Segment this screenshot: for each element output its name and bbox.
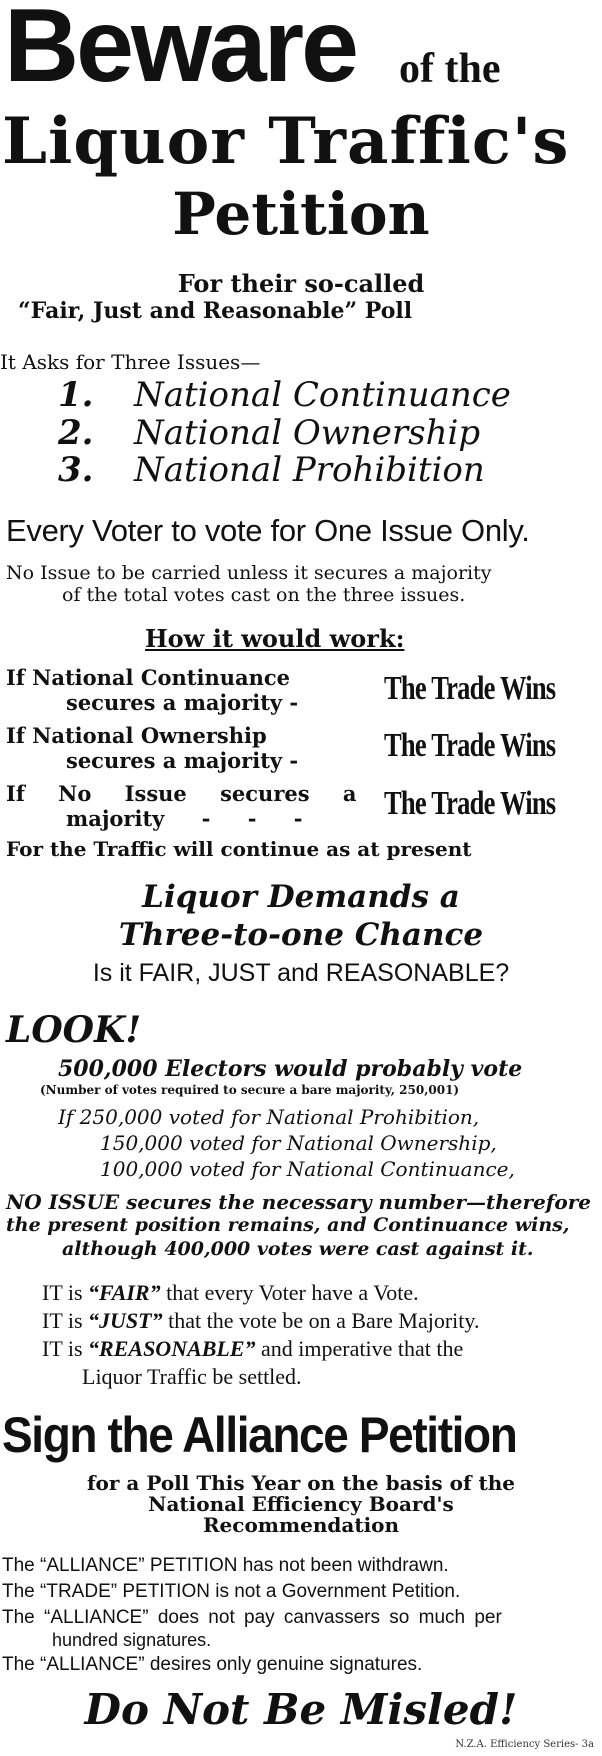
sign-line2: National Efficiency Board's [148,1492,454,1516]
fair-point-key: “FAIR” [88,1280,161,1305]
issue-1-number: 1. [58,375,94,415]
conclusion-line1: NO ISSUE secures the necessary number—therefore [6,1190,591,1214]
headline-liquor-traffic: Liquor Traffic's [2,104,570,179]
majority-rule-line1: No Issue to be carried unless it secures a majority [6,562,492,584]
row-condition-cont: secures a majority - [66,690,299,715]
voter-rule: Every Voter to vote for One Issue Only. [6,513,530,548]
closing-do-not-be-misled: Do Not Be Misled! [84,1685,518,1734]
row-condition-cont: secures a majority - [66,748,299,773]
sign-alliance-heading: Sign the Alliance Petition [2,1407,517,1463]
just-point [42,1310,479,1332]
fact-genuine: The “ALLIANCE” desires only genuine signatures. [2,1654,423,1675]
row-result: The Trade Wins [384,727,556,764]
subhead-line2: “Fair, Just and Reasonable” Poll [18,298,413,324]
if-line-ownership: 150,000 voted for National Ownership, [100,1131,497,1155]
bare-majority-note: (Number of votes required to secure a bare majority, 250,001) [40,1083,460,1097]
issue-3-text: National Prohibition [134,450,485,490]
series-credit: N.Z.A. Efficiency Series- 3a [455,1739,594,1750]
issue-2-number: 2. [58,413,94,453]
row-condition-cont: majority - - - [66,806,303,831]
if-line-continuance: 100,000 voted for National Continuance, [100,1157,515,1181]
fair-point [42,1282,419,1304]
headline-petition: Petition [172,180,430,248]
issue-2-text: National Ownership [134,413,481,453]
row-condition: If No Issue secures a [6,781,357,806]
just-point-post: that the vote be on a Bare Majority. [162,1308,480,1333]
headline-beware: Beware [4,0,356,104]
reasonable-point [42,1338,463,1360]
reasonable-point-post: and imperative that the [255,1336,464,1361]
issue-1-text: National Continuance [134,375,511,415]
look-heading: LOOK! [6,1009,142,1051]
fact-not-government: The “TRADE” PETITION is not a Government Petition. [2,1581,461,1602]
row-condition: If National Continuance [6,665,291,690]
reasonable-point-pre: IT is [42,1336,89,1361]
row-result: The Trade Wins [384,670,556,707]
issues-intro: It Asks for Three Issues— [0,350,261,374]
subhead-line1: For their so-called [177,269,425,298]
electors-line: 500,000 Electors would probably vote [58,1056,523,1082]
fair-point-pre: IT is [42,1280,89,1305]
reasonable-point-key: “REASONABLE” [88,1336,256,1361]
majority-rule-line2: of the total votes cast on the three issues. [62,584,466,606]
just-point-pre: IT is [42,1308,89,1333]
liquor-demands-line2: Three-to-one Chance [118,917,484,953]
reasonable-point-cont: Liquor Traffic be settled. [82,1364,302,1389]
row-result: The Trade Wins [384,785,556,822]
fact-canvassers-cont: hundred signatures. [52,1630,212,1650]
liquor-demands-line1: Liquor Demands a [142,879,460,915]
fact-not-withdrawn: The “ALLIANCE” PETITION has not been withdrawn. [2,1555,449,1576]
how-it-works-heading: How it would work: [145,624,405,653]
how-it-works-footer: For the Traffic will continue as at present [6,837,472,861]
conclusion-line3: although 400,000 votes were cast against it. [62,1238,534,1260]
conclusion-line2: the present position remains, and Continuance wins, [6,1214,570,1236]
issue-3-number: 3. [58,450,94,490]
fair-question: Is it FAIR, JUST and REASONABLE? [92,959,510,987]
sign-line3: Recommendation [202,1513,400,1537]
sign-line1: for a Poll This Year on the basis of the [86,1471,516,1495]
if-line-prohibition: If 250,000 voted for National Prohibition, [58,1105,480,1129]
fair-point-post: that every Voter have a Vote. [160,1280,419,1305]
just-point-key: “JUST” [88,1308,163,1333]
fact-canvassers: The “ALLIANCE” does not pay canvassers so much per [2,1607,502,1628]
row-condition: If National Ownership [6,723,267,748]
headline-of-the: of the [399,46,501,92]
